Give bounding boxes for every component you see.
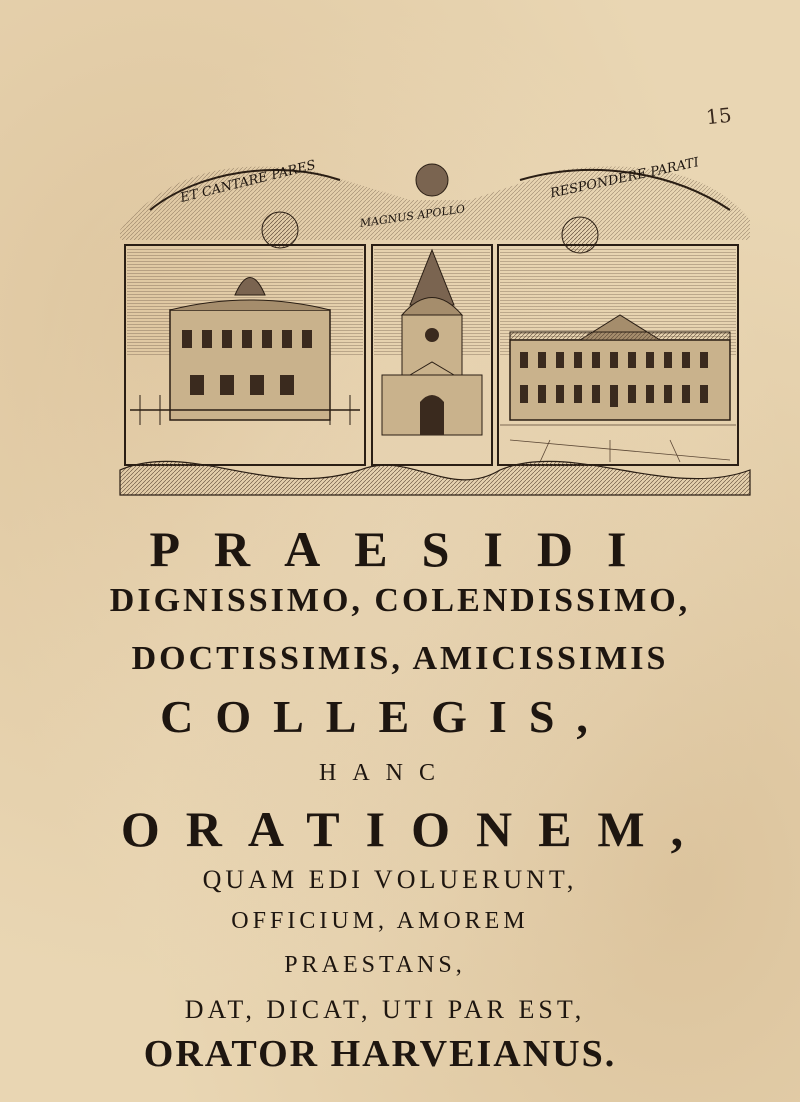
dedication-line-2: DIGNISSIMO, COLENDISSIMO, bbox=[109, 582, 691, 619]
dedication-line-1: PRAESIDI bbox=[149, 521, 661, 577]
corner-shelf-mark: 15 bbox=[704, 102, 733, 130]
sun-face-icon bbox=[416, 164, 448, 196]
dedication-line-5: HANC bbox=[318, 760, 451, 786]
dedication-line-4: COLLEGIS, bbox=[160, 691, 610, 742]
banner-scroll bbox=[120, 155, 750, 253]
center-banner-text: MAGNUS APOLLO bbox=[359, 202, 466, 230]
dedication-line-10: DAT, DICAT, UTI PAR EST, bbox=[184, 995, 586, 1024]
dedication-line-9: PRAESTANS, bbox=[284, 952, 466, 978]
engraved-headpiece bbox=[110, 140, 760, 510]
right-banner-text: RESPONDERE PARATI bbox=[549, 155, 701, 202]
senate-house-building bbox=[500, 315, 736, 462]
dedication-line-11: ORATOR HARVEIANUS. bbox=[143, 1033, 617, 1075]
dedication-line-3: DOCTISSIMIS, AMICISSIMIS bbox=[131, 640, 669, 677]
dedication-line-6: ORATIONEM, bbox=[120, 801, 710, 857]
left-banner-text: ET CANTARE PARES bbox=[178, 157, 318, 206]
dedication-line-7: QUAM EDI VOLUERUNT, bbox=[202, 865, 578, 894]
dedication-line-8: OFFICIUM, AMOREM bbox=[231, 908, 529, 934]
left-globe-icon bbox=[262, 212, 298, 248]
bottom-ornament bbox=[120, 461, 750, 495]
